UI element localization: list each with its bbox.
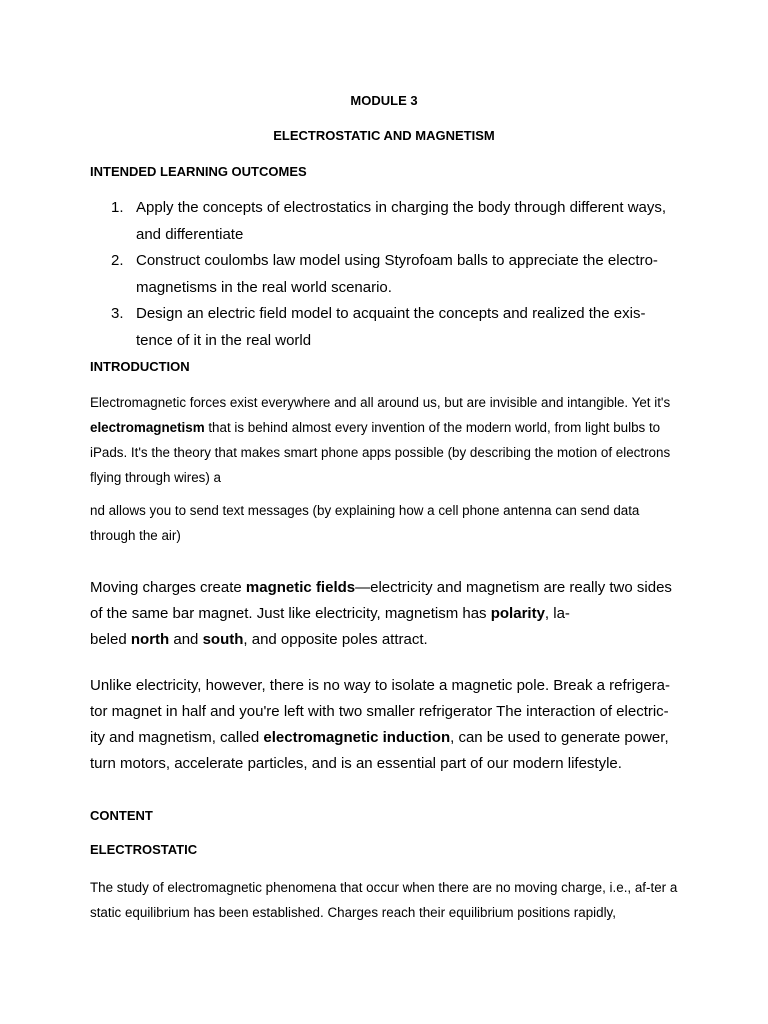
intro-p3-text-c: , la- — [544, 605, 570, 622]
intro-p3-bold-polarity: polarity — [490, 605, 545, 622]
intro-p3-text-f: , and opposite poles attract. — [243, 631, 428, 648]
outcome-item — [90, 301, 680, 354]
intro-paragraph-1 — [90, 390, 680, 490]
intro-p3-bold-magnetic-fields: magnetic fields — [245, 579, 356, 596]
content-paragraph-1: The study of electromagnetic phenomena that occur when there are no moving charge, i.e., af-ter a static equilibrium has been established. Charges reach their equilibrium positions rapidly, — [90, 880, 678, 920]
electrostatic-heading: ELECTROSTATIC — [90, 842, 198, 857]
intro-p4-text-b: , can be used to generate power, turn motors, accelerate particles, and is an essential part of our modern lifestyle. — [90, 729, 669, 772]
outcome-text: Design an electric field model to acquaint the concepts and realized the exis-tence of it in the real world — [136, 305, 646, 349]
intro-p4-bold: electromagnetic induction — [263, 729, 451, 746]
outcome-number: 3. — [111, 305, 124, 322]
outcome-text: Construct coulombs law model using Styrofoam balls to appreciate the electro-magnetisms in the real world scenario. — [136, 252, 658, 296]
outcome-item — [90, 195, 680, 248]
outcomes-list — [90, 195, 680, 354]
intro-p1-bold: electromagnetism — [90, 420, 205, 435]
intro-paragraph-2: nd allows you to send text messages (by explaining how a cell phone antenna can send data through the air) — [90, 503, 640, 543]
intro-p3-text-b: —electricity and magnetism are really two sides of the same bar magnet. Just like electricity, magnetism has — [90, 579, 672, 622]
outcome-item — [90, 248, 680, 301]
intro-p3-text-a: Moving charges create — [90, 579, 246, 596]
intro-p1-text-a: Electromagnetic forces exist everywhere and all around us, but are invisible and intangible. Yet it's — [90, 395, 671, 410]
outcome-text: Apply the concepts of electrostatics in charging the body through different ways, and differentiate — [136, 199, 667, 243]
intro-p4-text-a: Unlike electricity, however, there is no way to isolate a magnetic pole. Break a refrigera-tor magnet in half and you're left with two smaller refrigerator The interaction of electric-ity and magnetism, called — [90, 677, 670, 746]
module-subtitle: ELECTROSTATIC AND MAGNETISM — [273, 128, 495, 143]
intro-p1-text-b: that is behind almost every invention of the modern world, from light bulbs to iPads. It's the theory that makes smart phone apps possible (by describing the motion of electrons flying through wires) a — [90, 420, 671, 485]
intro-paragraph-3 — [90, 575, 680, 653]
outcome-number: 2. — [111, 252, 124, 269]
intro-p3-bold-south: south — [202, 631, 244, 648]
introduction-heading: INTRODUCTION — [90, 359, 190, 374]
outcomes-heading: INTENDED LEARNING OUTCOMES — [90, 164, 307, 179]
intro-p3-text-e: and — [169, 631, 203, 648]
module-title: MODULE 3 — [350, 93, 418, 108]
content-heading: CONTENT — [90, 808, 153, 823]
outcome-number: 1. — [111, 199, 124, 216]
intro-p3-text-d: beled — [90, 631, 131, 648]
intro-paragraph-4 — [90, 673, 680, 777]
intro-p3-bold-north: north — [130, 631, 170, 648]
